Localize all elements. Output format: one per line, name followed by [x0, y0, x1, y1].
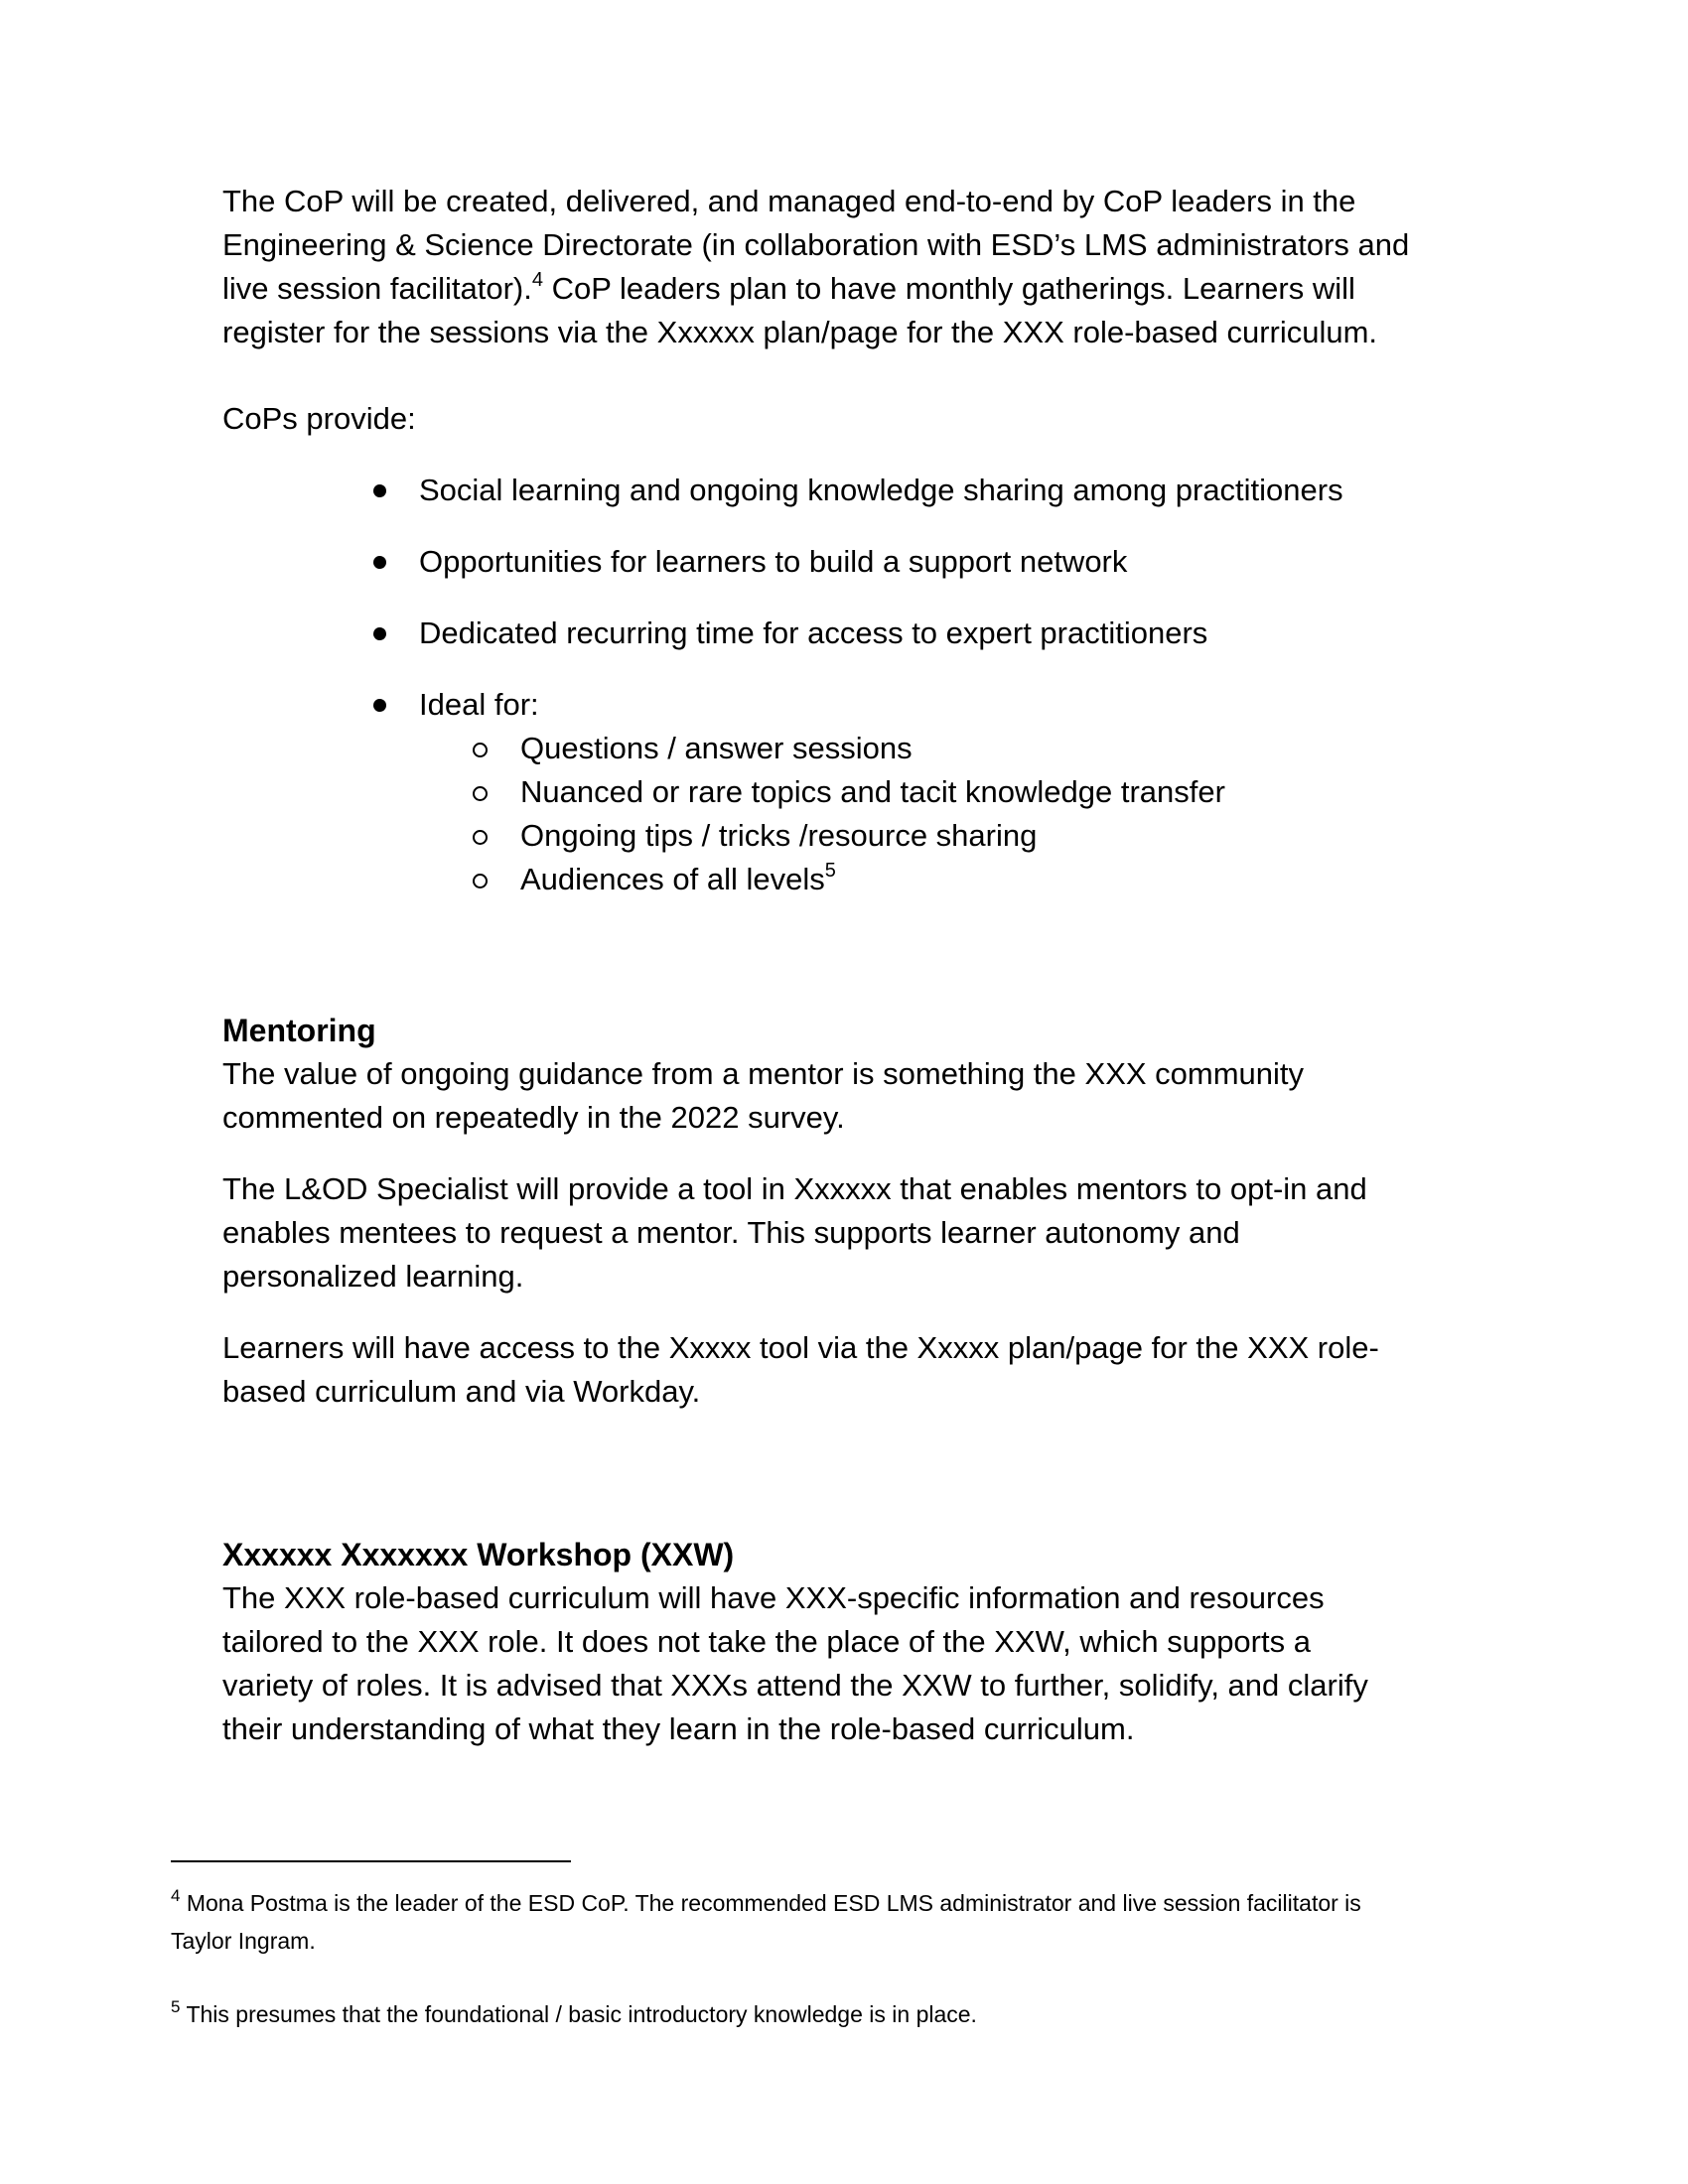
bullet-text: Social learning and ongoing knowledge sharing among practitioners: [419, 473, 1343, 507]
mentoring-p1-line-1: The value of ongoing guidance from a mentor is something the XXX community: [222, 1056, 1305, 1091]
footnote-separator: [171, 1860, 571, 1862]
footnote-4-line-1: [171, 1884, 1491, 1922]
bullet-text: Ideal for:: [419, 687, 539, 722]
sub-bullet-text: [520, 858, 836, 901]
mentoring-paragraph-2: [222, 1167, 1503, 1298]
footnote-4-text: Mona Postma is the leader of the ESD CoP. The recommended ESD LMS administrator and live session facilitator is: [180, 1890, 1361, 1916]
hollow-bullet-icon: [469, 814, 518, 858]
hollow-bullet-icon: [469, 858, 518, 901]
mentoring-p2-line-1: The L&OD Specialist will provide a tool in Xxxxxx that enables mentors to opt-in and: [222, 1171, 1367, 1206]
intro-paragraph: [222, 180, 1503, 354]
workshop-paragraph: [222, 1576, 1503, 1751]
intro-line-1: The CoP will be created, delivered, and managed end-to-end by CoP leaders in the: [222, 184, 1356, 218]
workshop-line-1: The XXX role-based curriculum will have XXX-specific information and resources: [222, 1580, 1325, 1615]
mentoring-paragraph-3: [222, 1326, 1503, 1414]
hollow-bullet-icon: [469, 770, 518, 814]
workshop-line-4: their understanding of what they learn in the role-based curriculum.: [222, 1711, 1135, 1746]
mentoring-p3-line-2: based curriculum and via Workday.: [222, 1374, 701, 1409]
footnote-4-line-2: Taylor Ingram.: [171, 1928, 316, 1954]
mentoring-p2-line-3: personalized learning.: [222, 1259, 524, 1294]
hollow-bullet-icon: [469, 727, 518, 770]
sub-bullet-text: Ongoing tips / tricks /resource sharing: [520, 818, 1038, 853]
intro-line-4: register for the sessions via the Xxxxxx plan/page for the XXX role-based curriculum.: [222, 315, 1378, 349]
intro-line-3: [222, 267, 1503, 311]
footnote-ref-4[interactable]: 4: [531, 268, 543, 291]
footnote-5-line: [171, 1995, 1491, 2033]
mentoring-heading: Mentoring: [222, 1013, 376, 1048]
footnote-4: [171, 1884, 1491, 1960]
footnote-4-number: 4: [171, 1886, 181, 1906]
bullet-text: Opportunities for learners to build a support network: [419, 544, 1128, 579]
workshop-line-3: variety of roles. It is advised that XXXs attend the XXW to further, solidify, and clarify: [222, 1668, 1368, 1703]
footnote-5-text: This presumes that the foundational / basic introductory knowledge is in place.: [180, 2001, 977, 2027]
intro-line-3-text-a: live session facilitator).: [222, 271, 532, 306]
workshop-line-2: tailored to the XXX role. It does not take the place of the XXW, which supports a: [222, 1624, 1311, 1659]
intro-line-2: Engineering & Science Directorate (in collaboration with ESD’s LMS administrators and: [222, 227, 1410, 262]
workshop-heading: Xxxxxx Xxxxxxx Workshop (XXW): [222, 1537, 735, 1572]
intro-line-3-text-b: CoP leaders plan to have monthly gatherings. Learners will: [542, 271, 1355, 306]
mentoring-p2-line-2: enables mentees to request a mentor. This supports learner autonomy and: [222, 1215, 1240, 1250]
sub-bullet-text: Nuanced or rare topics and tacit knowledge transfer: [520, 774, 1225, 809]
bullet-text: Dedicated recurring time for access to expert practitioners: [419, 615, 1208, 650]
mentoring-p3-line-1: Learners will have access to the Xxxxx tool via the Xxxxx plan/page for the XXX role-: [222, 1330, 1379, 1365]
footnote-ref-5[interactable]: 5: [824, 859, 836, 882]
mentoring-p1-line-2: commented on repeatedly in the 2022 survey.: [222, 1100, 845, 1135]
cops-provide-label: CoPs provide:: [222, 401, 416, 436]
sub-bullet-text: Questions / answer sessions: [520, 731, 913, 765]
footnote-5: [171, 1995, 1491, 2033]
footnote-5-number: 5: [171, 1997, 181, 2017]
mentoring-paragraph-1: [222, 1052, 1503, 1140]
sub-bullet-text-main: Audiences of all levels: [520, 862, 825, 896]
